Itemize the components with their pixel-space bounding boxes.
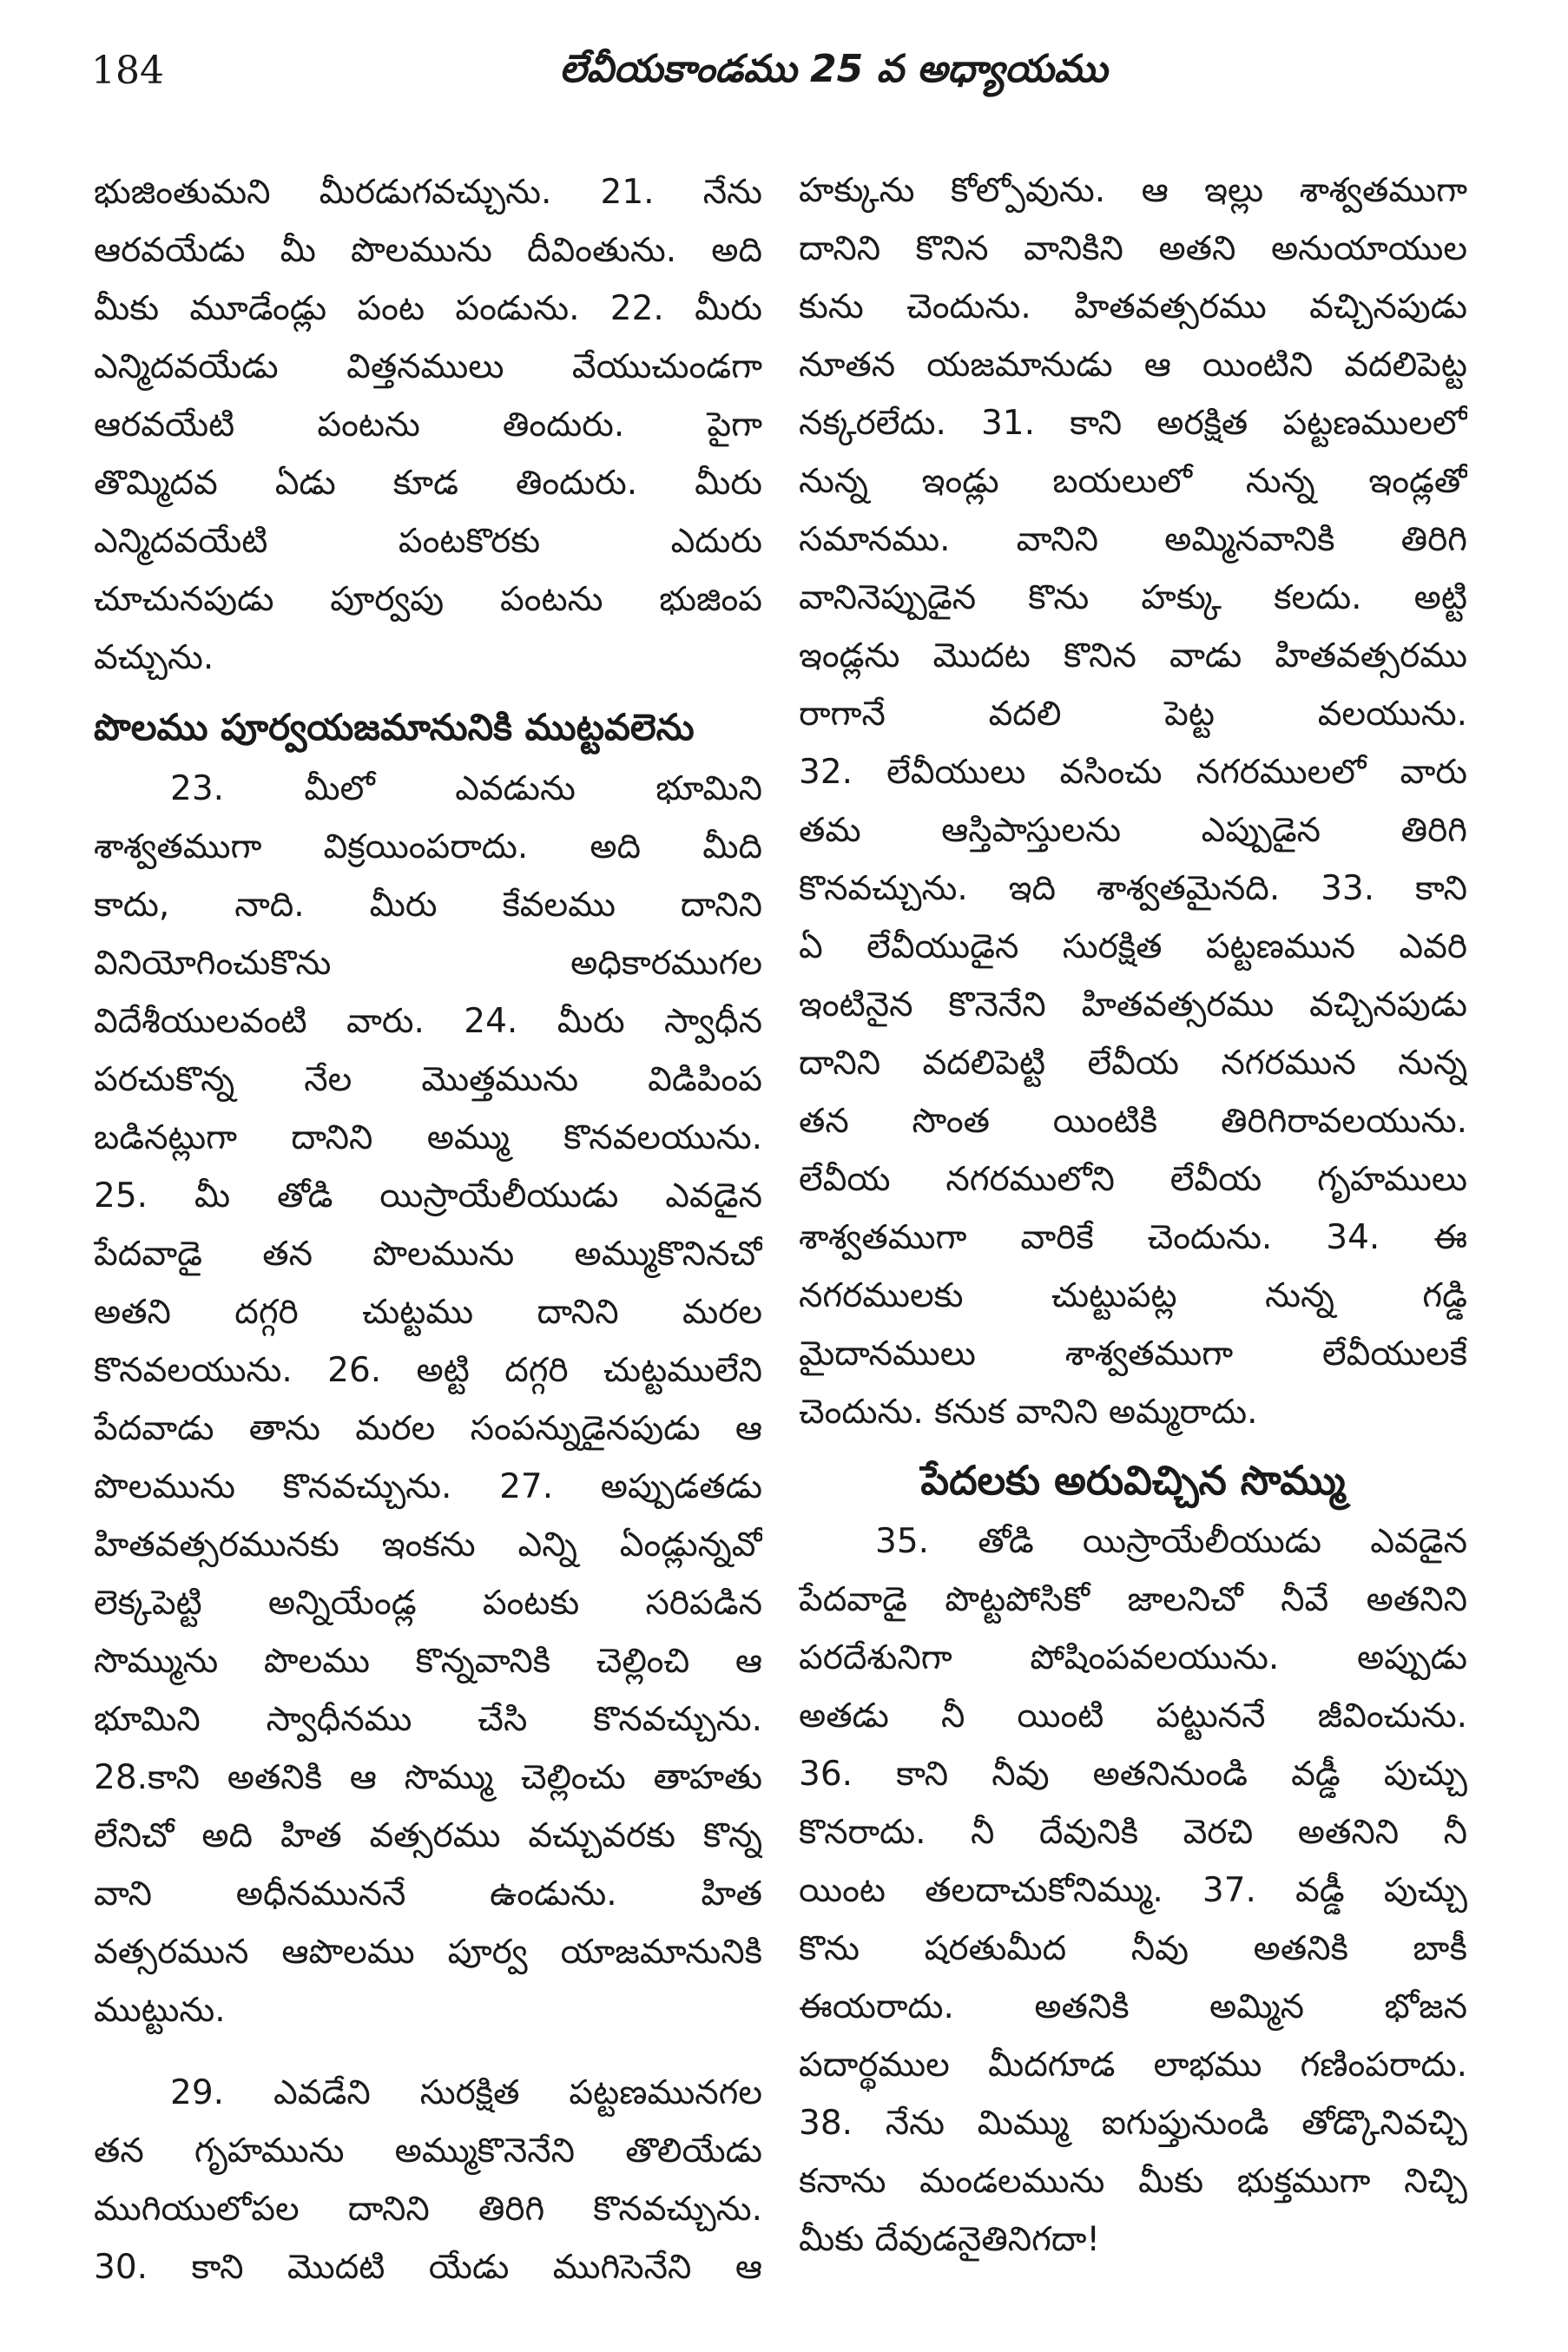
left-block-1 <box>94 163 762 687</box>
text-line: తమ ఆస్తిపాస్తులను ఎప్పుడైన తిరిగి <box>799 811 1467 850</box>
text-line: ఎన్మిదవయేడు విత్తనములు వేయుచుండగా <box>94 347 762 386</box>
text-line: పదార్థముల మీదగూడ లాభము గణింపరాదు. <box>799 2046 1467 2085</box>
section-heading: పేదలకు అరువిచ్చిన సొమ్ము <box>920 1457 1346 1504</box>
text-line: విదేశీయులవంటి వారు. 24. మీరు స్వాధీన <box>94 1002 762 1041</box>
text-line: ఏ లేవీయుడైన సురక్షిత పట్టణమున ఎవరి <box>799 927 1467 966</box>
text-line: నూతన యజమానుడు ఆ యింటిని వదలిపెట్ట <box>799 346 1467 385</box>
text-line: ఆరవయేటి పంటను తిందురు. పైగా <box>94 405 762 445</box>
text-line: నక్కరలేదు. 31. కాని అరక్షిత పట్టణములలో <box>799 404 1467 443</box>
running-header-title: లేవీయకాండము 25 వ అధ్యాయము <box>559 47 1108 91</box>
text-line: వినియోగించుకొను అధికారముగల <box>94 944 762 983</box>
left-block-2 <box>94 760 762 2039</box>
text-line: ఇంటినైన కొనెనేని హితవత్సరము వచ్చినపుడు <box>799 985 1467 1024</box>
text-line: 35. తోడి యిస్రాయేలీయుడు ఎవడైన <box>875 1522 1467 1561</box>
text-line: కొనవలయును. 26. అట్టి దగ్గరి చుట్టములేని <box>94 1351 762 1390</box>
text-line: 25. మీ తోడి యిస్రాయేలీయుడు ఎవడైన <box>94 1176 762 1216</box>
text-line: దానిని వదలిపెట్టి లేవీయ నగరమున నున్న <box>799 1044 1467 1083</box>
text-line: శాశ్వతముగా విక్రయింపరాదు. అది మీది <box>94 827 762 866</box>
text-line: కొనరాదు. నీ దేవునికి వెరచి అతనిని నీ <box>799 1813 1467 1852</box>
text-line: కాదు, నాది. మీరు కేవలము దానిని <box>94 886 762 925</box>
text-line: కొను షరతుమీద నీవు అతనికి బాకీ <box>799 1929 1467 1968</box>
text-line: 28.కాని అతనికి ఆ సొమ్ము చెల్లించు తాహతు <box>94 1758 762 1797</box>
text-line: దానిని కొనిన వానికిని అతని అనుయాయుల <box>799 229 1467 268</box>
text-line: ఇండ్లను మొదట కొనిన వాడు హితవత్సరము <box>799 636 1467 675</box>
text-line: తన గృహమును అమ్ముకొనెనేని తొలియేడు <box>94 2131 762 2171</box>
text-line: నగరములకు చుట్టుపట్ల నున్న గడ్డి <box>799 1276 1467 1315</box>
text-line: రాగానే వదలి పెట్ట వలయును. <box>799 695 1467 734</box>
left-block-3 <box>94 2064 762 2296</box>
text-line: పరచుకొన్న నేల మొత్తమును విడిపింప <box>94 1060 762 1099</box>
text-line: మీకు దేవుడనైతినిగదా! <box>799 2220 1101 2259</box>
text-line: లేనిచో అది హిత వత్సరము వచ్చువరకు కొన్న <box>94 1816 762 1855</box>
text-line: పేదవాడై తన పొలమును అమ్ముకొనినచో <box>94 1235 762 1274</box>
text-line: తన సొంత యింటికి తిరిగిరావలయును. <box>799 1102 1467 1141</box>
text-line: సమానము. వానిని అమ్మినవానికి తిరిగి <box>799 520 1467 559</box>
text-line: యింట తలదాచుకోనిమ్ము. 37. వడ్డీ పుచ్చు <box>799 1871 1467 1910</box>
text-line: పేదవాడు తాను మరల సంపన్నుడైనపుడు ఆ <box>94 1409 762 1448</box>
left-column <box>94 163 762 2296</box>
text-line: ఈయరాదు. అతనికి అమ్మిన భోజన <box>799 1987 1467 2026</box>
text-line: అతడు నీ యింటి పట్టుననే జీవించును. <box>799 1696 1467 1736</box>
text-line: పొలమును కొనవచ్చును. 27. అప్పుడతడు <box>94 1467 762 1506</box>
text-line: వత్సరమున ఆపొలము పూర్వ యాజమానునికి <box>94 1933 762 1972</box>
text-line: లేవీయ నగరములోని లేవీయ గృహములు <box>799 1160 1467 1199</box>
section-heading: పొలము పూర్వయజమానునికి ముట్టవలెను <box>94 706 695 748</box>
text-line: లెక్కపెట్టి అన్నియేండ్ల పంటకు సరిపడిన <box>94 1584 762 1623</box>
text-line: సొమ్మును పొలము కొన్నవానికి చెల్లించి ఆ <box>94 1642 762 1681</box>
paragraph-gap <box>94 2039 762 2064</box>
right-column <box>799 161 1467 2269</box>
text-line: పేదవాడై పొట్టపోసికో జాలనిచో నీవే అతనిని <box>799 1580 1467 1619</box>
text-line: మైదానములు శాశ్వతముగా లేవీయులకే <box>799 1334 1467 1374</box>
text-line: భూమిని స్వాధీనము చేసి కొనవచ్చును. <box>94 1700 762 1739</box>
text-line: ఎన్మిదవయేటి పంటకొరకు ఎదురు <box>94 522 762 561</box>
text-line: 38. నేను మిమ్ము ఐగుప్తునుండి తోడ్కొనివచ్చి <box>799 2104 1467 2143</box>
text-line: 23. మీలో ఎవడును భూమిని <box>170 769 762 808</box>
text-line: మీకు మూడేండ్లు పంట పండును. 22. మీరు <box>94 289 762 328</box>
text-line: హక్కును కోల్పోవును. ఆ ఇల్లు శాశ్వతముగా <box>799 171 1467 210</box>
text-line: చూచునపుడు పూర్వపు పంటను భుజింప <box>94 580 762 619</box>
text-line: భుజింతుమని మీరడుగవచ్చును. 21. నేను <box>94 173 762 212</box>
text-line: శాశ్వతముగా వారికే చెందును. 34. ఈ <box>799 1218 1467 1257</box>
text-line: వాని అధీనముననే ఉండును. హిత <box>94 1874 762 1914</box>
text-line: బడినట్లుగా దానిని అమ్ము కొనవలయును. <box>94 1118 762 1157</box>
text-line: కును చెందును. హితవత్సరము వచ్చినపుడు <box>799 287 1467 326</box>
text-line: తొమ్మిదవ ఏడు కూడ తిందురు. మీరు <box>94 464 762 503</box>
right-block-1 <box>799 161 1467 1441</box>
text-line: అతని దగ్గరి చుట్టము దానిని మరల <box>94 1293 762 1332</box>
text-line: వచ్చును. <box>94 638 214 677</box>
text-line: పరదేశునిగా పోషింపవలయును. అప్పుడు <box>799 1638 1467 1677</box>
text-line: నున్న ఇండ్లు బయలులో నున్న ఇండ్లతో <box>799 462 1467 501</box>
text-line: 29. ఎవడేని సురక్షిత పట్టణమునగల <box>170 2073 762 2112</box>
text-line: ముగియులోపల దానిని తిరిగి కొనవచ్చును. <box>94 2190 762 2229</box>
text-line: చెందును. కనుక వానిని అమ్మరాదు. <box>799 1393 1258 1432</box>
text-line: కొనవచ్చును. ఇది శాశ్వతమైనది. 33. కాని <box>799 869 1467 908</box>
text-line: కనాను మండలమును మీకు భుక్తముగా నిచ్చి <box>799 2162 1467 2201</box>
page-number: 184 <box>91 49 164 93</box>
text-line: 30. కాని మొదటి యేడు ముగిసెనేని ఆ <box>94 2248 762 2287</box>
text-line: 36. కాని నీవు అతనినుండి వడ్డీ పుచ్చు <box>799 1755 1467 1794</box>
text-line: ముట్టును. <box>94 1991 226 2030</box>
text-line: 32. లేవీయులు వసించు నగరములలో వారు <box>799 753 1467 792</box>
right-block-2 <box>799 1512 1467 2269</box>
text-line: వానినెప్పుడైన కొను హక్కు కలదు. అట్టి <box>799 578 1467 617</box>
text-line: హితవత్సరమునకు ఇంకను ఎన్ని ఏండ్లున్నవో <box>94 1525 762 1565</box>
text-line: ఆరవయేడు మీ పొలమును దీవింతును. అది <box>94 231 762 270</box>
